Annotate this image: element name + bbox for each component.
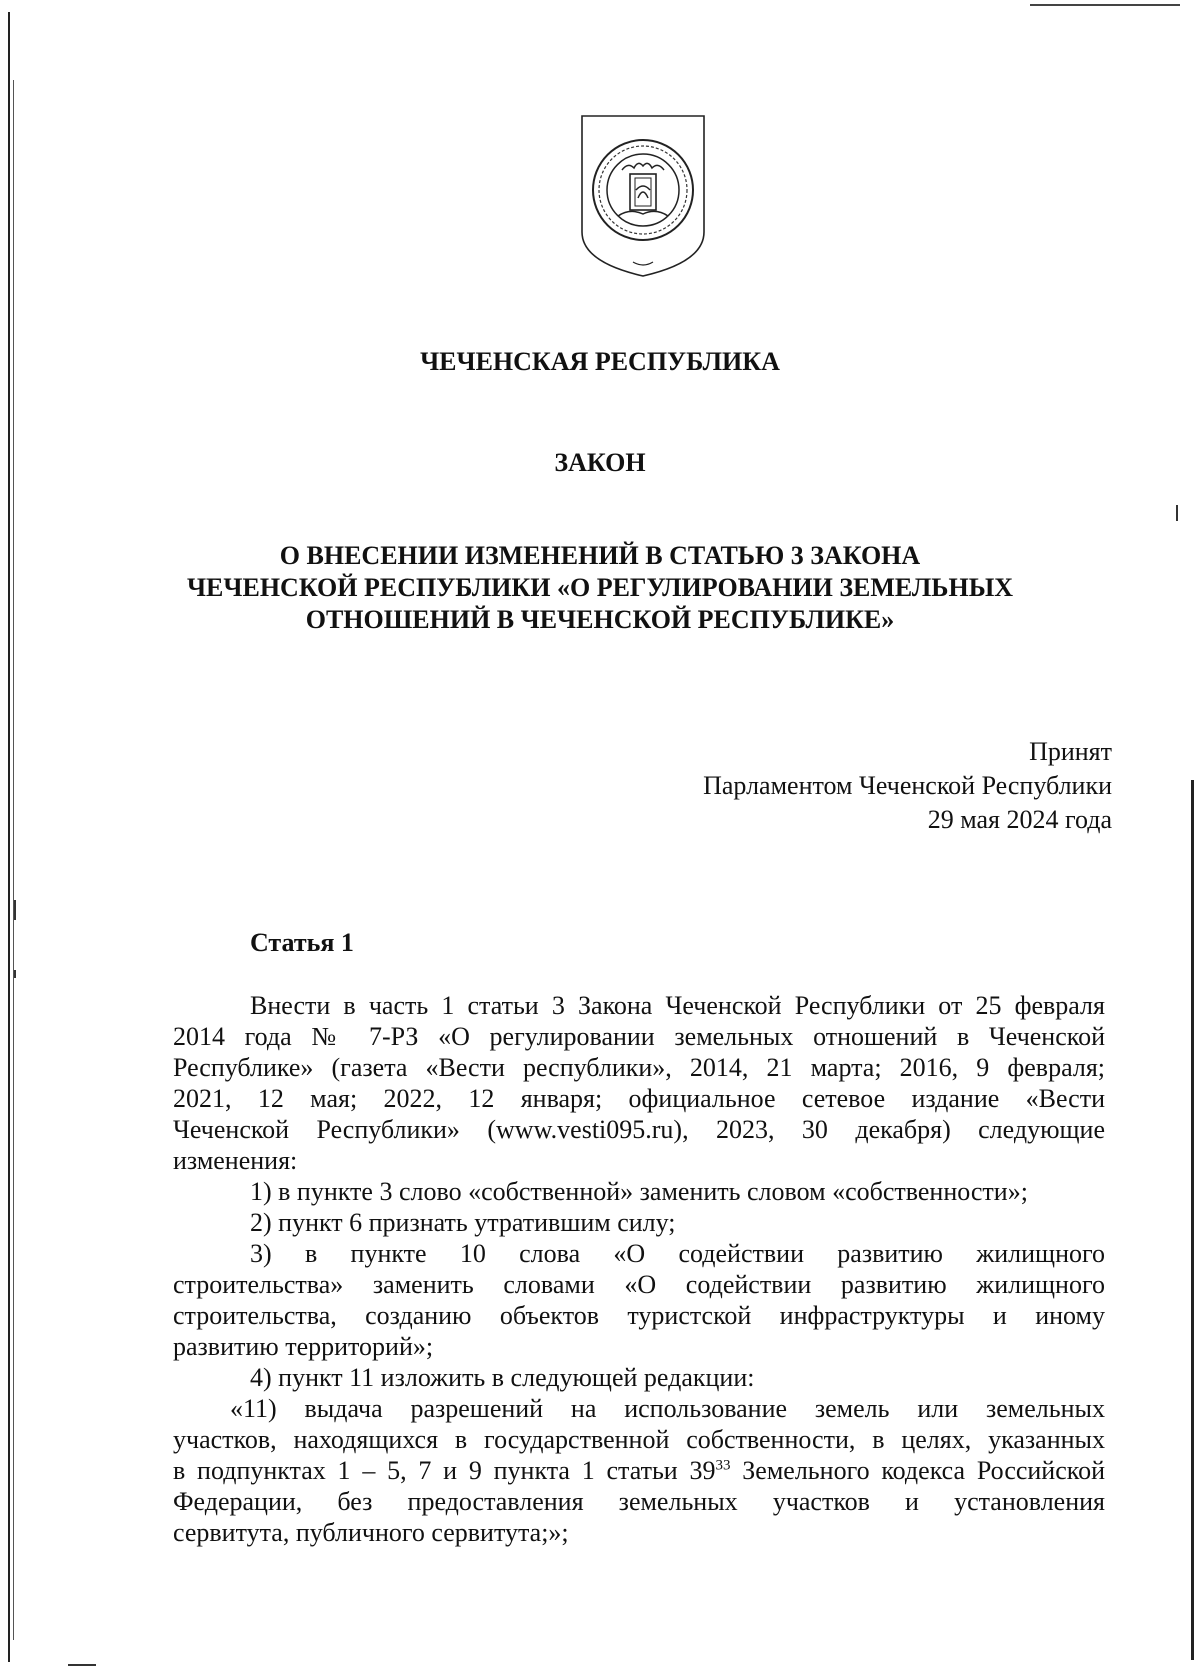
paragraph-line: 2014 года № 7-РЗ «О регулировании земельных отношений в Чеченской [173,1022,1105,1051]
paragraph-line: 2021, 12 мая; 2022, 12 января; официальное сетевое издание «Вести [173,1084,1105,1113]
scan-mark [14,970,16,978]
quoted-line: Федерации, без предоставления земельных участков и установления [173,1487,1105,1516]
adoption-line: Принят [1029,737,1112,766]
quoted-text: Земельного кодекса Российской [730,1456,1105,1485]
list-item: 1) в пункте 3 слово «собственной» заменить словом «собственности»; [250,1177,1028,1206]
quoted-line: «11) выдача разрешений на использование земель или земельных [230,1394,1105,1423]
adoption-block [703,735,1112,837]
list-item-line: 3) в пункте 10 слова «О содействии развитию жилищного [250,1239,1105,1268]
scan-edge-top [1030,4,1180,6]
superscript-number: 33 [715,1457,731,1474]
law-title-line: О ВНЕСЕНИИ ИЗМЕНЕНИЙ В СТАТЬЮ 3 ЗАКОНА [279,541,921,570]
article-body [173,990,1105,1548]
scan-edge-left-inner [13,80,14,1640]
document-type-heading: ЗАКОН [554,448,646,477]
adoption-line: Парламентом Чеченской Республики [703,771,1112,800]
law-title [0,540,1200,636]
paragraph-line: Чеченской Республики» (www.vesti095.ru), 2023, 30 декабря) следующие [173,1115,1105,1144]
list-item-line: строительства, созданию объектов туристской инфраструктуры и иному [173,1301,1105,1330]
quoted-line: участков, находящихся в государственной собственности, в целях, указанных [173,1425,1105,1454]
paragraph-line: Внести в часть 1 статьи 3 Закона Чеченской Республики от 25 февраля [250,991,1105,1020]
quoted-line: сервитута, публичного сервитута;»; [173,1518,569,1547]
list-item: 2) пункт 6 признать утратившим силу; [250,1208,676,1237]
quoted-line [173,1455,1105,1486]
paragraph-line: изменения: [173,1146,298,1175]
law-title-line: ЧЕЧЕНСКОЙ РЕСПУБЛИКИ «О РЕГУЛИРОВАНИИ ЗЕМЕЛЬНЫХ [186,573,1014,602]
scan-edge-left [8,12,10,1662]
law-title-line: ОТНОШЕНИЙ В ЧЕЧЕНСКОЙ РЕСПУБЛИКЕ» [305,605,895,634]
republic-heading: ЧЕЧЕНСКАЯ РЕСПУБЛИКА [420,347,780,376]
scan-mark [1176,505,1178,521]
scan-edge-right [1191,780,1194,1660]
list-item-line: строительства» заменить словами «О содействии развитию жилищного [173,1270,1105,1299]
list-item-line: развитию территорий»; [173,1332,434,1361]
scan-mark [14,900,16,920]
coat-of-arms-emblem-icon [578,112,708,280]
paragraph-line: Республике» (газета «Вести республики», 2014, 21 марта; 2016, 9 февраля; [173,1053,1105,1082]
list-item: 4) пункт 11 изложить в следующей редакции: [250,1363,755,1392]
quoted-text: в подпунктах 1 – 5, 7 и 9 пункта 1 статьи 39 [173,1456,716,1485]
article-heading: Статья 1 [250,928,354,957]
scan-mark [68,1664,96,1666]
adoption-date: 29 мая 2024 года [927,805,1112,834]
